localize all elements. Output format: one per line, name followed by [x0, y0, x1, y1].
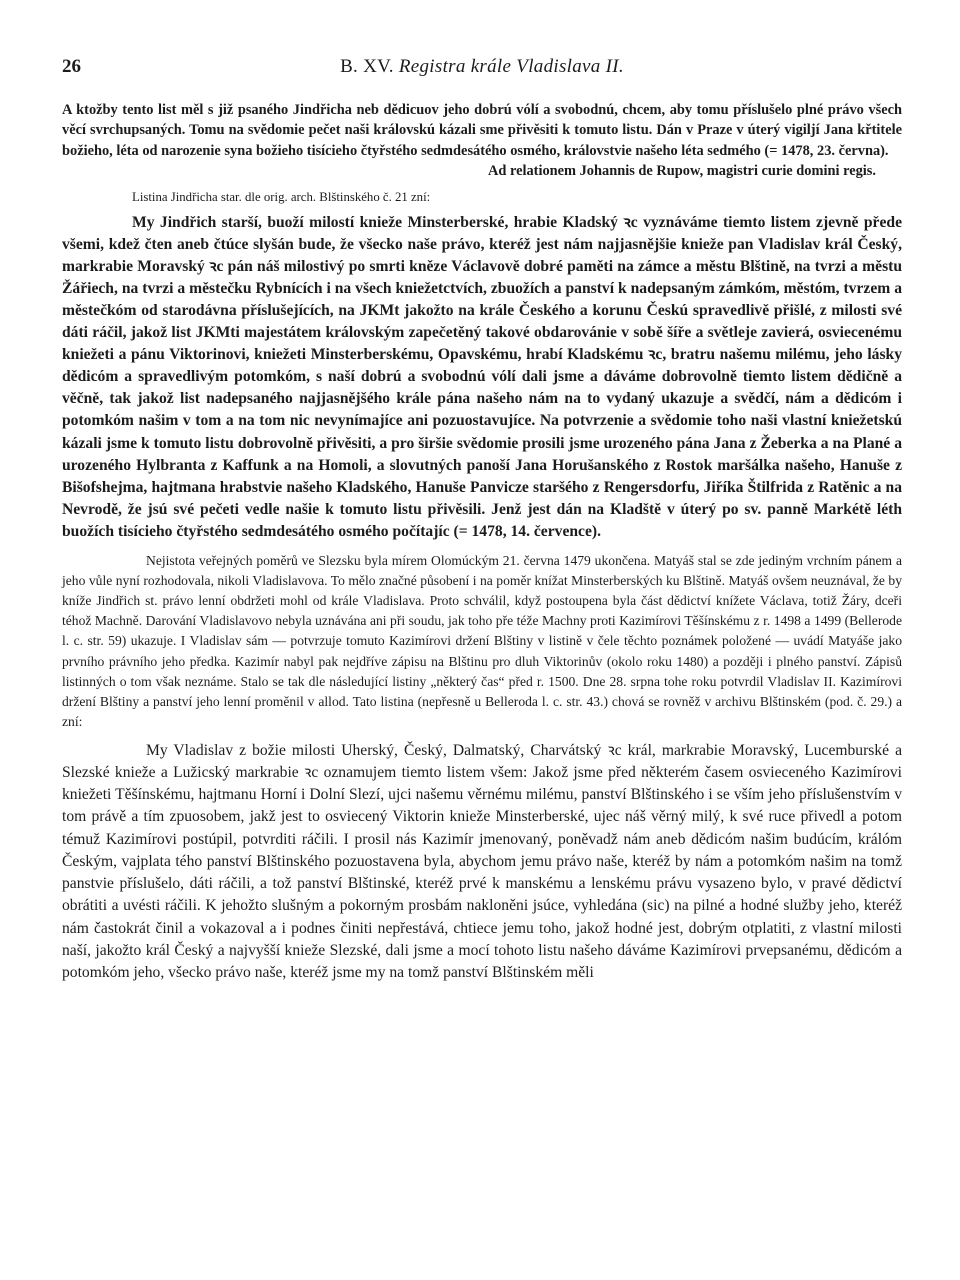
running-header: [62, 52, 902, 78]
charter2-paragraph: My Vladislav z božie milosti Uherský, Český, Dalmatský, Charvátský ꝛc král, markrabie Moravský, Lucemburské a Slezské knieže a Lužicský markrabie ꝛc oznamujem tiemto listem všem: Jakož jsme před některém časem osvieceného Kazimírovi kniežeti Těšínskému, hajtmanu Horní i Dolní Slezí, ujci našemu věrnému milému, panství Blštinského i se vším jeho příslušenstvím v tom právě a tím zpuosobem, jakž jest to osviecený Viktorin knieže Minsterberské, ujec náš věrný milý, k své ruce přivedl a potom témuž Kazimírovi postúpil, potvrditi ráčili. I prosil nás Kazimír jmenovaný, poněvadž nám aneb dědicóm našim budúcím, králóm Českým, vajplata tého panství Blštinského pozuostavena byla, abychom jemu právo naše, kteréž by nám a potomkóm našim na tomž panstvie příslušelo, dáti ráčili, a tož panství Blštinské, kteréž prvé k manskému a lenskému právu vysazeno bylo, v pravé dědictví obrátiti a uvésti ráčili. K jehožto slušným a pokorným prosbám nakloněni jsúce, vyhledána (sic) na pilné a hodné služby jeho, kteréž nám častokrát činil a vokazoval a i podnes činiti nepřestává, chtiece jemu toho, jakož hodné jest, dobrým otplatiti, z vlastní milosti naší, jakožto král Český a najvyšší knieže Slezské, dali jsme a mocí tohoto listu našeho dáváme Kazimírovi prvepsanému, dědicóm a potomkóm jeho, všecko právo naše, kteréž jsme my na tomž panství Blštinském měli: [62, 741, 902, 981]
commentary-paragraph: Nejistota veřejných poměrů ve Slezsku byla mírem Olomúckým 21. června 1479 ukončena. Matyáš stal se zde jediným vrchním pánem a jeho vůle nyní rozhodovala, nikoli Vladislavova. To mělo značné působení i na poměr knížat Minsterberských ku Blštině. Matyáš ovšem neuznával, že by kníže Jindřich st. právo lenní obdržeti mohl od krále Vladislava. Proto schválil, když postoupena byla část dědictví knížete Václava, totiž Žáry, dceři téhož Machně. Darování Vladislavovo nebyla uznávána ani při soudu, jak toho pře téže Machny proti Kazimírovi Těšínskému z r. 1498 a 1499 (Bellerode l. c. str. 59) ukazuje. I Vladislav sám — potvrzuje tomuto Kazimírovi držení Blštiny v listině v čele těchto poznámek položené — uvádí Matyáše jako prvního právního jeho předka. Kazimír nabyl pak nejdříve zápisu na Blštinu pro dluh Viktorinův (okolo roku 1480) a později i plného panství. Zápisů listinných o tom však neznáme. Stalo se tak dle následující listiny „některý čas“ před r. 1500. Dne 28. srpna tohe roku potvrdil Vladislav II. Kazimírovi držení Blštiny a panství jeho lenní proměnil v allod. Tato listina (nepřesně u Belleroda l. c. str. 43.) chová se rovněž v archivu Blštinském (pod. č. 29.) a zní:: [62, 553, 902, 729]
editorial-commentary: [62, 551, 902, 732]
charter-vladislav: [62, 740, 902, 984]
book-title: Registra krále Vladislava II.: [398, 56, 624, 77]
source-note: Listina Jindřicha star. dle orig. arch. Blštinského č. 21 zní:: [132, 189, 431, 204]
page-number: 26: [62, 56, 81, 77]
charter-paragraph: My Jindřich starší, buoží milostí knieže Minsterberské, hrabie Kladský ꝛc vyznáváme tiemto listem zjevně přede všemi, kdež čten aneb čtúce slyšán bude, že všecko naše právo, kteréž jest nám najjasnějšie knieže pan Vladislav král Český, markrabie Moravský ꝛc pán náš milostivý po smrti kněze Václavově dobré paměti na zámce a městu Blštině, na tvrzi a městu Žářiech, na tvrzi a městečku Rybnících i na všech kniežetctvích, zbuožích a panství k nadepsaným zámkóm, městóm, tvrzem a městečkóm od starodávna příslušejících, na JKMt jakožto na krále Českého a korunu Českú spravedlivě přišlé, z milosti své dáti ráčil, jakož list JKMti majestátem královským zapečetěný takové obdarovánie v sobě šíře a světleje zavierá, osviecenému kniežeti a pánu Viktorinovi, kniežeti Minsterberskému, Opavskému, hrabí Kladskému ꝛc, bratru našemu milému, jeho lásky dědicóm a spravedlivým potomkóm, s naší dobrú a svobodnú vólí dali jsme a dáváme dobrovolně tiemto listem dědičně a věčně, tak jakož list nadepsaného najjasnějšého krále pána našeho nám na to vydaný ukazuje a svědčí, nám a dědicóm i potomkóm našim v tom a na tom nic nevynímajíce ani pozuostavujíce. Na potvrzenie a svědomie toho naši vlastní kniežetskú kázali jsme k tomuto listu dobrovolně přivěsiti, a pro širšie svědomie prosili jsme urozeného pána Jana z Žeberka a na Plané a urozeného Hylbranta z Kaffunk a na Homoli, a slovutných panoší Jana Horušanského z Rostok maršálka našeho, Hanuše z Bišofshejma, hajtmana hrabstvie našeho Kladského, Hanuše Panvicze staršého z Rengersdorfu, Jiříka Štilfrida z Ratěnic a na Nevrodě, že jsú své pečeti vedle našie k tomuto listu přivěsili. Jenž jest dán na Kladště v úterý po sv. panně Markétě léth buožích tisícieho čtyřstého sedmdesátého osmého počítajíc (= 1478, 14. července).: [62, 213, 902, 540]
charter-jindrich: [62, 212, 902, 543]
running-title: [62, 56, 902, 78]
previous-charter-ending: [62, 100, 902, 182]
relation-note: Ad relationem Johannis de Rupow, magistri curie domini regis.: [487, 163, 876, 180]
series-label: B. XV.: [340, 56, 394, 77]
closing-paragraph: A ktožby tento list měl s již psaného Jindřicha neb dědicuov jeho dobrú vólí a svobodnú, chcem, aby tomu příslušelo plné právo všech věcí svrchupsaných. Tomu na svědomie pečet naši královskú kázali sme přivěsiti k tomuto listu. Dán v Praze v úterý vigiljí Jana křtitele božieho, léta od narozenie syna božieho tisícieho čtyřstého sedmdesátého osmého, královstvie našeho léta sedmého (= 1478, 23. června).: [62, 102, 902, 159]
